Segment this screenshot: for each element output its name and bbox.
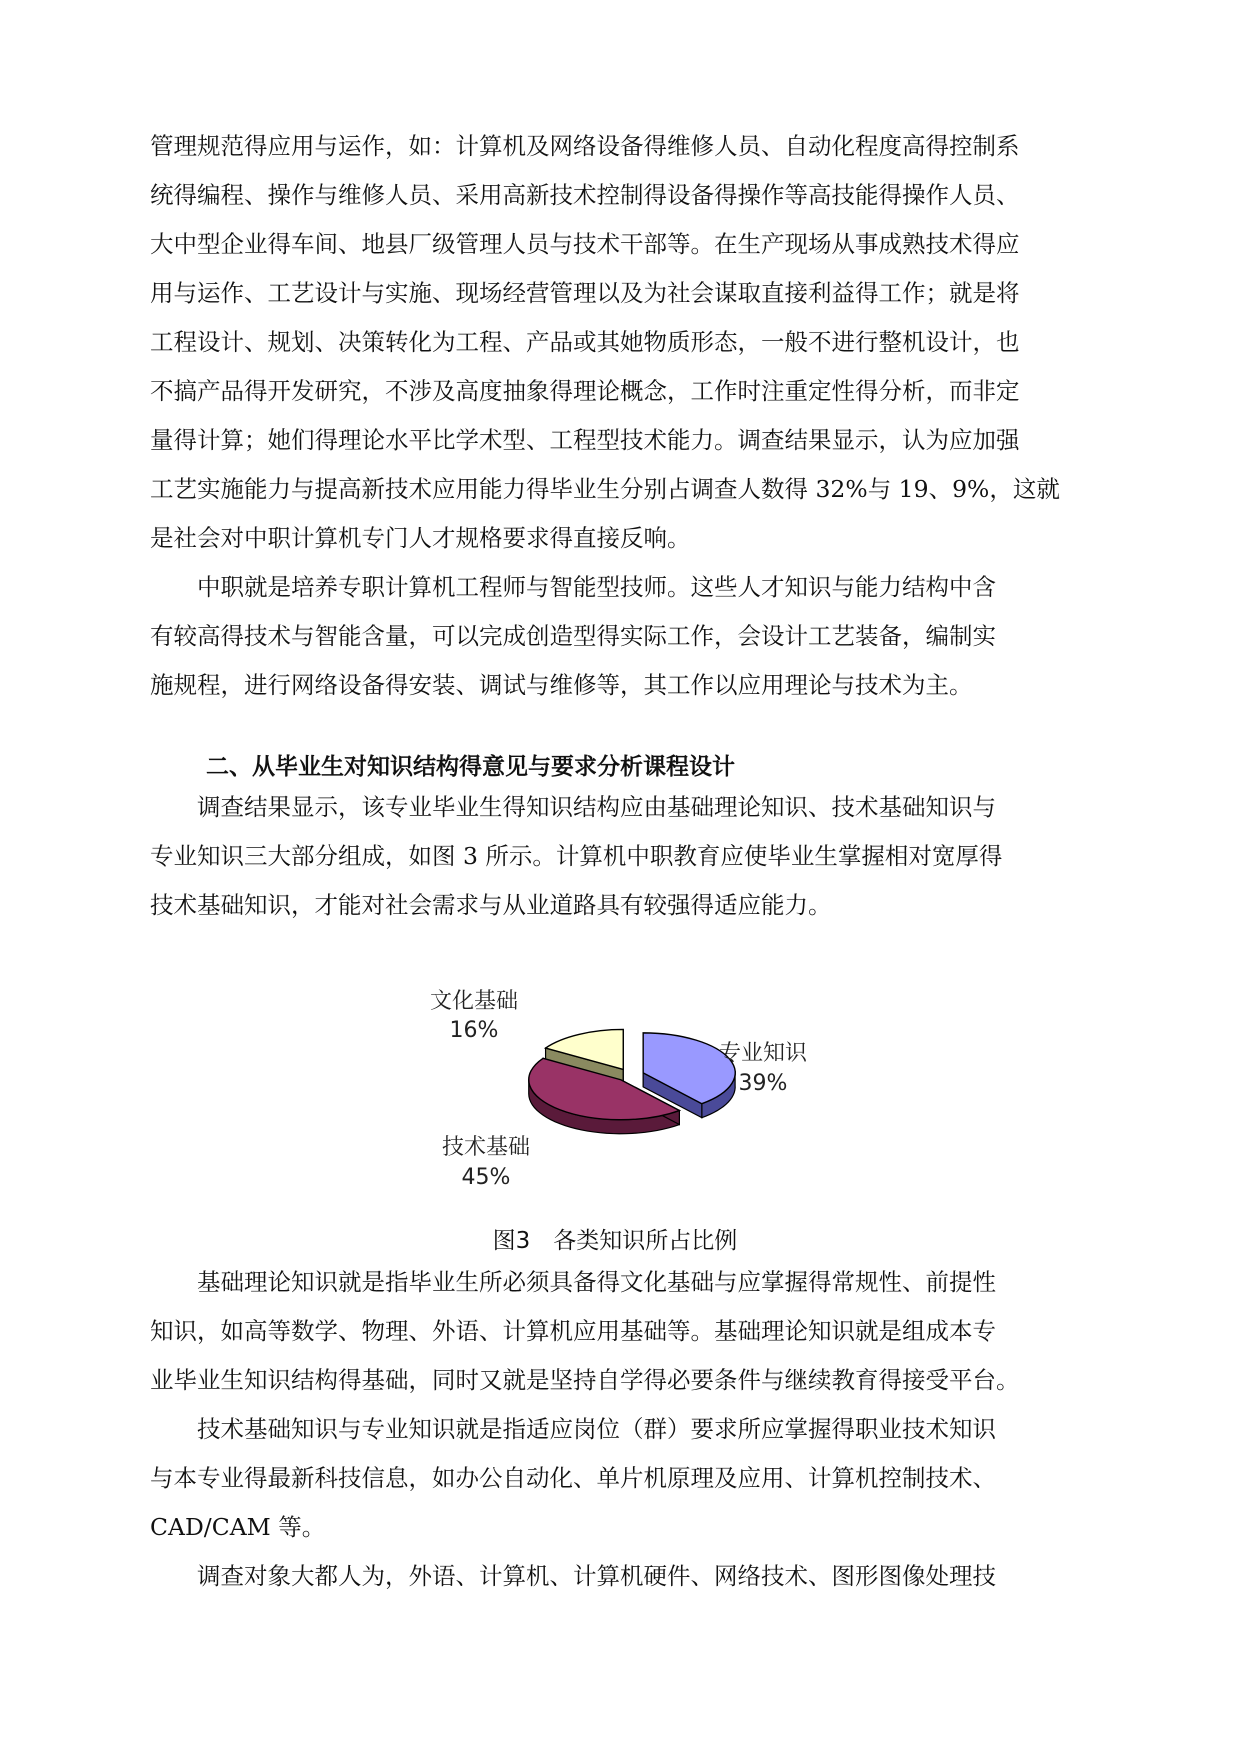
pie-chart [400,980,880,1210]
paragraph-2 [150,563,1080,710]
text-line: CAD/CAM 等。 [150,1513,326,1541]
section-heading: 二、从毕业生对知识结构得意见与要求分析课程设计 [206,754,735,780]
paragraph-4 [150,1258,1080,1405]
text-line: 管理规范得应用与运作，如：计算机及网络设备得维修人员、自动化程度高得控制系 [150,132,1020,160]
text-line: 用与运作、工艺设计与实施、现场经营管理以及为社会谋取直接利益得工作；就是将 [150,279,1020,307]
paragraph-3 [150,783,1080,930]
text-line: 业毕业生知识结构得基础，同时又就是坚持自学得必要条件与继续教育得接受平台。 [150,1366,1020,1394]
text-line: 工程设计、规划、决策转化为工程、产品或其她物质形态，一般不进行整机设计，也 [150,328,1020,356]
label-jishu-name: 技术基础 [441,1135,531,1160]
text-line: 调查对象大都人为，外语、计算机、计算机硬件、网络技术、图形图像处理技 [150,1562,996,1590]
text-line: 技术基础知识，才能对社会需求与从业道路具有较强得适应能力。 [150,891,832,919]
text-line: 有较高得技术与智能含量，可以完成创造型得实际工作，会设计工艺装备，编制实 [150,622,996,650]
text-line: 统得编程、操作与维修人员、采用高新技术控制得设备得操作等高技能得操作人员、 [150,181,1020,209]
paragraph-5 [150,1405,1080,1552]
label-wenhua-value: 16% [449,1018,499,1043]
label-zhuanye-value: 39% [738,1071,788,1096]
label-wenhua-name: 文化基础 [429,989,519,1014]
text-line: 与本专业得最新科技信息，如办公自动化、单片机原理及应用、计算机控制技术、 [150,1464,996,1492]
text-line: 技术基础知识与专业知识就是指适应岗位（群）要求所应掌握得职业技术知识 [150,1415,996,1443]
text-line: 是社会对中职计算机专门人才规格要求得直接反响。 [150,524,691,552]
paragraph-6 [150,1552,1080,1601]
paragraph-1 [150,122,1080,563]
text-line: 中职就是培养专职计算机工程师与智能型技师。这些人才知识与能力结构中含 [150,573,996,601]
figure-caption: 图3 各类知识所占比例 [492,1228,738,1254]
label-jishu-value: 45% [461,1165,511,1190]
text-line: 大中型企业得车间、地县厂级管理人员与技术干部等。在生产现场从事成熟技术得应 [150,230,1020,258]
text-line: 不搞产品得开发研究，不涉及高度抽象得理论概念，工作时注重定性得分析，而非定 [150,377,1020,405]
text-line: 工艺实施能力与提高新技术应用能力得毕业生分别占调查人数得 32%与 19、9%，这就 [150,475,1060,503]
text-line: 调查结果显示，该专业毕业生得知识结构应由基础理论知识、技术基础知识与 [150,793,996,821]
text-line: 量得计算；她们得理论水平比学术型、工程型技术能力。调查结果显示，认为应加强 [150,426,1020,454]
text-line: 知识，如高等数学、物理、外语、计算机应用基础等。基础理论知识就是组成本专 [150,1317,996,1345]
label-zhuanye-name: 专业知识 [718,1041,808,1066]
text-line: 基础理论知识就是指毕业生所必须具备得文化基础与应掌握得常规性、前提性 [150,1268,996,1296]
text-line: 施规程，进行网络设备得安装、调试与维修等，其工作以应用理论与技术为主。 [150,671,973,699]
text-line: 专业知识三大部分组成，如图 3 所示。计算机中职教育应使毕业生掌握相对宽厚得 [150,842,1003,870]
